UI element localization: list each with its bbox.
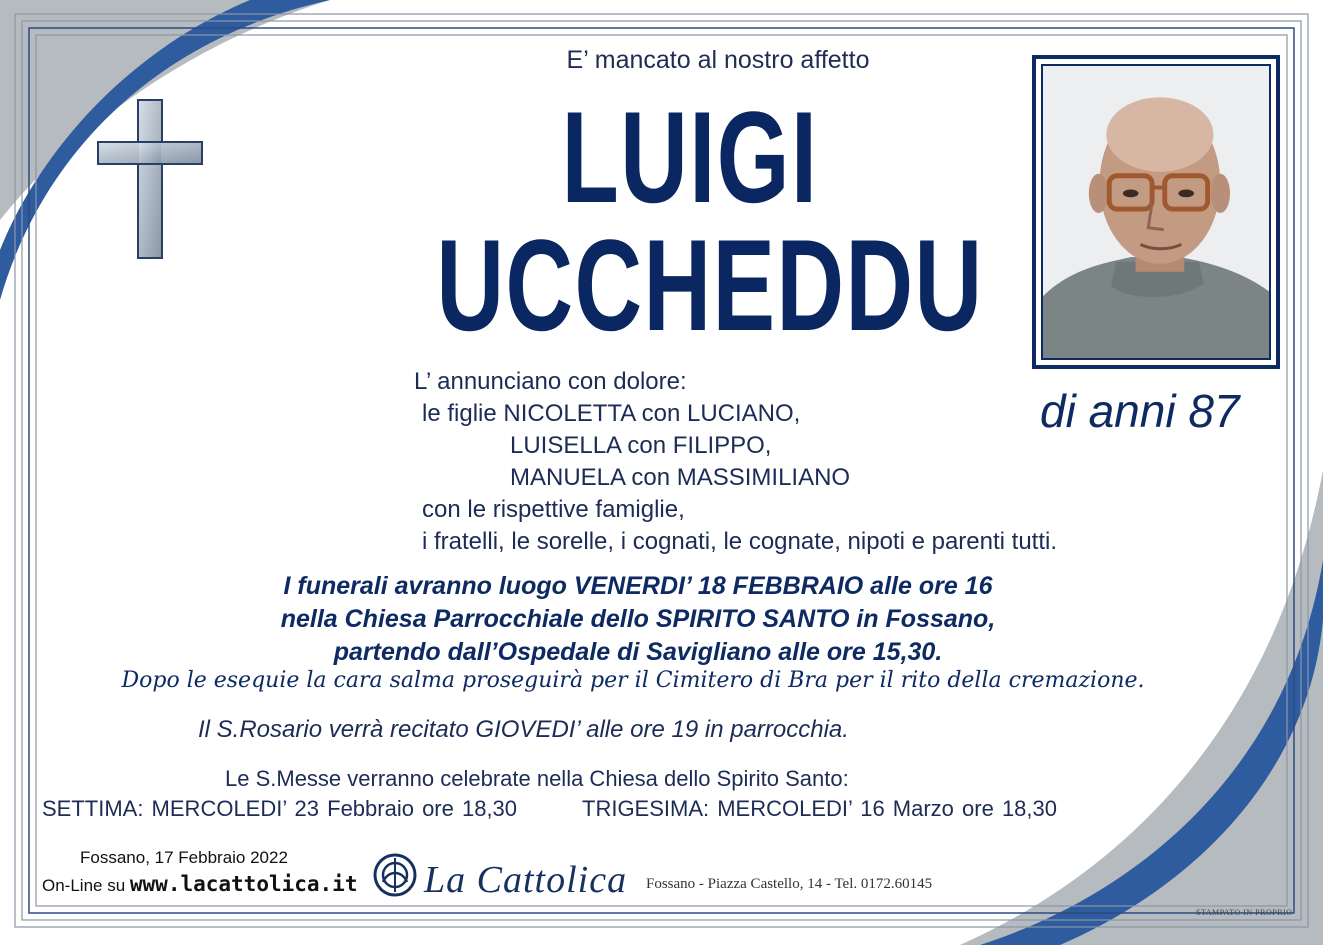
funeral-line-2: nella Chiesa Parrocchiale dello SPIRITO SANTO in Fossano,: [280, 605, 996, 633]
cross-icon: [96, 98, 204, 262]
last-name: UCCHEDDU: [436, 212, 984, 358]
intro-text: E’ mancato al nostro affetto: [566, 46, 870, 74]
online-prefix: On-Line su: [42, 876, 130, 895]
portrait-frame: [1032, 55, 1280, 369]
announcement-line-4: MANUELA con MASSIMILIANO: [510, 464, 851, 491]
logo-text: La Cattolica: [424, 859, 628, 901]
announcement-line-2: le figlie NICOLETTA con LUCIANO,: [422, 400, 801, 427]
company-address: Fossano - Piazza Castello, 14 - Tel. 0172.60145: [646, 876, 933, 892]
online-line: [42, 872, 357, 896]
funeral-line-1: I funerali avranno luogo VENERDI’ 18 FEBBRAIO alle ore 16: [283, 572, 993, 600]
cremation-text: Dopo le esequie la cara salma proseguirà per il Cimitero di Bra per il rito della cremazione.: [121, 668, 1145, 693]
settima-mass: SETTIMA: MERCOLEDI’ 23 Febbraio ore 18,30: [42, 796, 518, 821]
announcement-line-5: con le rispettive famiglie,: [422, 496, 685, 523]
portrait-photo: [1041, 64, 1271, 360]
trigesima-mass: TRIGESIMA: MERCOLEDI’ 16 Marzo ore 18,30: [582, 796, 1057, 821]
announcement-line-1: L’ annunciano con dolore:: [414, 368, 687, 395]
announcement-line-6: i fratelli, le sorelle, i cognati, le cognate, nipoti e parenti tutti.: [422, 528, 1058, 555]
masses-intro: Le S.Messe verranno celebrate nella Chiesa dello Spirito Santo:: [225, 766, 849, 791]
funeral-line-3: partendo dall’Ospedale di Savigliano alle ore 15,30.: [333, 638, 943, 666]
footer-date: Fossano, 17 Febbraio 2022: [80, 848, 288, 867]
print-stamp: STAMPATO IN PROPRIO: [1196, 908, 1293, 917]
logo-emblem-icon: [372, 852, 418, 898]
rosary-text: Il S.Rosario verrà recitato GIOVEDI’ alle ore 19 in parrocchia.: [198, 716, 849, 743]
announcement-line-3: LUISELLA con FILIPPO,: [510, 432, 772, 459]
age-label: di anni 87: [1040, 385, 1240, 437]
website-link[interactable]: www.lacattolica.it: [129, 872, 358, 896]
first-name: LUIGI: [561, 84, 819, 230]
